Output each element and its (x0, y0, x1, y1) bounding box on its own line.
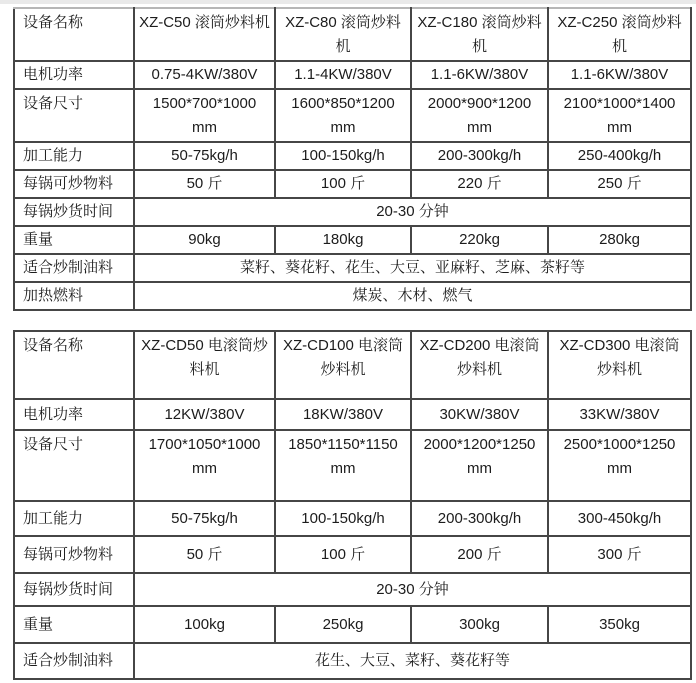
spec-cell: 33KW/380V (548, 399, 691, 430)
spec-cell: 2000*1200*1250 mm (411, 430, 548, 501)
table-row-weight (14, 606, 691, 643)
spec-cell: 220 斤 (411, 170, 548, 198)
model-name-cell: XZ-CD100 电滚筒炒料机 (275, 331, 411, 399)
drum-roaster-spec-table-2 (13, 330, 692, 680)
merged-spec-cell: 菜籽、葵花籽、花生、大豆、亚麻籽、芝麻、茶籽等 (134, 254, 691, 282)
spec-cell: 1850*1150*1150 mm (275, 430, 411, 501)
spec-cell: 300 斤 (548, 536, 691, 573)
spec-cell: 0.75-4KW/380V (134, 61, 275, 89)
table-row-capacity (14, 142, 691, 170)
spec-cell: 350kg (548, 606, 691, 643)
spec-cell: 1.1-4KW/380V (275, 61, 411, 89)
merged-spec-cell: 煤炭、木材、燃气 (134, 282, 691, 310)
row-label: 设备尺寸 (14, 89, 134, 142)
row-label: 每锅炒货时间 (14, 573, 134, 606)
model-name-cell: XZ-C80 滚筒炒料机 (275, 8, 411, 61)
row-label: 加工能力 (14, 501, 134, 536)
table-row-time (14, 573, 691, 606)
spec-cell: 220kg (411, 226, 548, 254)
table-row-per-pot (14, 170, 691, 198)
spec-cell: 12KW/380V (134, 399, 275, 430)
row-label: 设备尺寸 (14, 430, 134, 501)
spec-cell: 1500*700*1000 mm (134, 89, 275, 142)
row-label: 电机功率 (14, 399, 134, 430)
table-row-weight (14, 226, 691, 254)
model-name-cell: XZ-C180 滚筒炒料机 (411, 8, 548, 61)
spec-cell: 1.1-6KW/380V (548, 61, 691, 89)
merged-spec-cell: 花生、大豆、菜籽、葵花籽等 (134, 643, 691, 679)
row-label: 电机功率 (14, 61, 134, 89)
spec-cell: 100-150kg/h (275, 142, 411, 170)
table-row-power (14, 61, 691, 89)
spec-cell: 200-300kg/h (411, 501, 548, 536)
table-row-size (14, 430, 691, 501)
row-label: 适合炒制油料 (14, 643, 134, 679)
table-row-power (14, 399, 691, 430)
table-row-size (14, 89, 691, 142)
table-row-per-pot (14, 536, 691, 573)
spec-cell: 1600*850*1200 mm (275, 89, 411, 142)
spec-cell: 200 斤 (411, 536, 548, 573)
model-name-cell: XZ-C250 滚筒炒料机 (548, 8, 691, 61)
spec-cell: 1.1-6KW/380V (411, 61, 548, 89)
spec-cell: 300-450kg/h (548, 501, 691, 536)
spec-cell: 180kg (275, 226, 411, 254)
model-name-cell: XZ-CD200 电滚筒炒料机 (411, 331, 548, 399)
row-label: 每锅可炒物料 (14, 536, 134, 573)
row-label: 设备名称 (14, 331, 134, 399)
table-row-oils (14, 643, 691, 679)
row-label: 设备名称 (14, 8, 134, 61)
row-label: 适合炒制油料 (14, 254, 134, 282)
spec-cell: 100-150kg/h (275, 501, 411, 536)
row-label: 每锅炒货时间 (14, 198, 134, 226)
table-row-header (14, 331, 691, 399)
row-label: 重量 (14, 226, 134, 254)
table-row-header (14, 8, 691, 61)
spec-cell: 1700*1050*1000 mm (134, 430, 275, 501)
spec-cell: 2500*1000*1250 mm (548, 430, 691, 501)
drum-roaster-spec-table-1 (13, 7, 692, 311)
spec-cell: 280kg (548, 226, 691, 254)
spec-cell: 2000*900*1200 mm (411, 89, 548, 142)
spec-cell: 50-75kg/h (134, 142, 275, 170)
table-row-oils (14, 254, 691, 282)
model-name-cell: XZ-C50 滚筒炒料机 (134, 8, 275, 61)
spec-cell: 100 斤 (275, 536, 411, 573)
merged-spec-cell: 20-30 分钟 (134, 573, 691, 606)
spec-cell: 250-400kg/h (548, 142, 691, 170)
row-label: 每锅可炒物料 (14, 170, 134, 198)
spec-cell: 50 斤 (134, 536, 275, 573)
row-label: 加工能力 (14, 142, 134, 170)
spec-cell: 90kg (134, 226, 275, 254)
spec-cell: 250kg (275, 606, 411, 643)
row-label: 重量 (14, 606, 134, 643)
spec-cell: 300kg (411, 606, 548, 643)
spec-cell: 50 斤 (134, 170, 275, 198)
spec-cell: 50-75kg/h (134, 501, 275, 536)
table-row-capacity (14, 501, 691, 536)
merged-spec-cell: 20-30 分钟 (134, 198, 691, 226)
table-row-fuel (14, 282, 691, 310)
model-name-cell: XZ-CD300 电滚筒炒料机 (548, 331, 691, 399)
model-name-cell: XZ-CD50 电滚筒炒料机 (134, 331, 275, 399)
spec-cell: 2100*1000*1400 mm (548, 89, 691, 142)
spec-cell: 30KW/380V (411, 399, 548, 430)
spec-cell: 100 斤 (275, 170, 411, 198)
table-row-time (14, 198, 691, 226)
spec-cell: 18KW/380V (275, 399, 411, 430)
row-label: 加热燃料 (14, 282, 134, 310)
spec-cell: 250 斤 (548, 170, 691, 198)
spec-cell: 200-300kg/h (411, 142, 548, 170)
spec-cell: 100kg (134, 606, 275, 643)
page-edge-strip (0, 0, 696, 4)
